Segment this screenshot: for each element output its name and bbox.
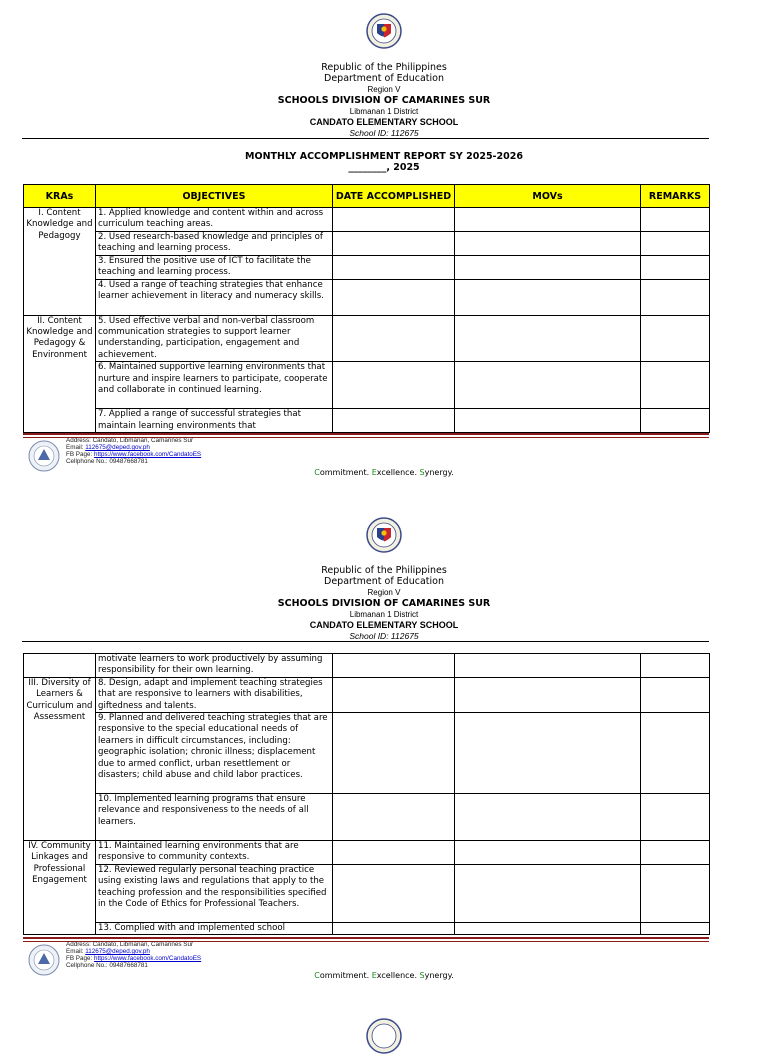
movs-cell[interactable] <box>455 677 641 712</box>
remarks-cell[interactable] <box>641 677 710 712</box>
email-label: Email: <box>66 948 86 955</box>
objective-cell: 6. Maintained supportive learning environments that nurture and inspire learners to participate, cooperate and collaborate in continued learning. <box>96 362 333 409</box>
objective-cell: 4. Used a range of teaching strategies that enhance learner achievement in literacy and numeracy skills. <box>96 279 333 315</box>
date-cell[interactable] <box>333 864 455 922</box>
motto-e: E <box>371 971 377 980</box>
department-line: Department of Education <box>324 576 444 587</box>
district-line: Libmanan 1 District <box>349 610 419 619</box>
motto-synergy: ynergy. <box>424 468 454 477</box>
motto-synergy: ynergy. <box>424 971 454 980</box>
motto-c: C <box>314 971 320 980</box>
motto-commitment: ommitment. <box>319 971 372 980</box>
footer-phone: Cellphone No.: 09487668781 <box>66 458 148 465</box>
footer-divider <box>23 937 709 939</box>
movs-cell[interactable] <box>455 922 641 934</box>
footer-contact <box>66 941 201 969</box>
fb-link[interactable]: https://www.facebook.com/CandatoES <box>94 451 202 458</box>
movs-cell[interactable] <box>455 794 641 841</box>
movs-cell[interactable] <box>455 864 641 922</box>
col-objectives: OBJECTIVES <box>96 185 333 208</box>
motto-s: S <box>419 971 425 980</box>
objective-cell: 11. Maintained learning environments that are responsive to community contexts. <box>96 841 333 865</box>
district-line: Libmanan 1 District <box>349 107 419 116</box>
table-row <box>24 677 710 712</box>
movs-cell[interactable] <box>455 841 641 865</box>
kra-cell: II. Content Knowledge and Pedagogy & Environment <box>24 315 96 432</box>
motto-excellence: xcellence. <box>376 468 420 477</box>
deped-seal-icon <box>366 517 402 553</box>
letterhead <box>0 565 768 642</box>
date-cell[interactable] <box>333 794 455 841</box>
objective-cell: 2. Used research-based knowledge and principles of teaching and learning process. <box>96 232 333 256</box>
motto-commitment: ommitment. <box>319 468 372 477</box>
school-id: School ID: 112675 <box>349 631 419 641</box>
table-row <box>24 794 710 841</box>
remarks-cell[interactable] <box>641 922 710 934</box>
remarks-cell[interactable] <box>641 713 710 794</box>
kra-cell <box>24 654 96 678</box>
date-cell[interactable] <box>333 841 455 865</box>
email-label: Email: <box>66 444 86 451</box>
republic-line: Republic of the Philippines <box>321 565 447 576</box>
region-line: Region V <box>367 588 401 597</box>
footer-address: Address: Candato, Libmanan, Camarines Sur <box>66 437 194 444</box>
accomplishment-table-page2 <box>23 653 710 935</box>
remarks-cell[interactable] <box>641 864 710 922</box>
footer-fb-line <box>66 955 201 962</box>
table-row <box>24 864 710 922</box>
objective-cell: 12. Reviewed regularly personal teaching practice using existing laws and regulations that apply to the teaching profession and the responsibilities specified in the Code of Ethics for Professional Teachers. <box>96 864 333 922</box>
report-month: ________, 2025 <box>348 162 420 173</box>
objective-cell: 10. Implemented learning programs that ensure relevance and responsiveness to the needs of all learners. <box>96 794 333 841</box>
division-line: SCHOOLS DIVISION OF CAMARINES SUR <box>277 598 491 609</box>
kra-cell: I. Content Knowledge and Pedagogy <box>24 208 96 316</box>
objective-cell: 13. Complied with and implemented school <box>96 922 333 934</box>
remarks-cell[interactable] <box>641 841 710 865</box>
division-line: SCHOOLS DIVISION OF CAMARINES SUR <box>277 95 491 106</box>
remarks-cell[interactable] <box>641 654 710 678</box>
col-movs: MOVs <box>455 185 641 208</box>
school-name: CANDATO ELEMENTARY SCHOOL <box>309 117 459 127</box>
motto-excellence: xcellence. <box>376 971 420 980</box>
date-cell[interactable] <box>333 922 455 934</box>
objective-cell: 7. Applied a range of successful strategies that maintain learning environments that <box>96 409 333 433</box>
objective-cell: 8. Design, adapt and implement teaching strategies that are responsive to learners with disabilities, giftedness and talents. <box>96 677 333 712</box>
republic-line: Republic of the Philippines <box>321 62 447 73</box>
header-divider <box>22 641 709 642</box>
footer-address: Address: Candato, Libmanan, Camarines Sur <box>66 941 194 948</box>
kra-cell: IV. Community Linkages and Professional Engagement <box>24 841 96 935</box>
footer-phone: Cellphone No.: 09487668781 <box>66 962 148 969</box>
col-kras: KRAs <box>24 185 96 208</box>
objective-cell: 9. Planned and delivered teaching strategies that are responsive to the special educational needs of learners in difficult circumstances, including: geographic isolation; chronic illness; displacement due to armed conflict, urban resettlement or disasters; child abuse and child labor practices. <box>96 713 333 794</box>
region-line: Region V <box>367 85 401 94</box>
fb-label: FB Page: <box>66 955 95 962</box>
objective-cell: 5. Used effective verbal and non-verbal classroom communication strategies to support learner understanding, participation, engagement and achievement. <box>96 315 333 362</box>
department-line: Department of Education <box>324 73 444 84</box>
col-remarks: REMARKS <box>641 185 710 208</box>
motto-c: C <box>314 468 320 477</box>
email-link[interactable]: 112675@deped.gov.ph <box>85 948 150 955</box>
report-title-text: MONTHLY ACCOMPLISHMENT REPORT SY 2025-2026 <box>245 151 523 162</box>
date-cell[interactable] <box>333 713 455 794</box>
remarks-cell[interactable] <box>641 794 710 841</box>
table-row <box>24 713 710 794</box>
fb-label: FB Page: <box>66 451 95 458</box>
school-name: CANDATO ELEMENTARY SCHOOL <box>309 620 459 630</box>
motto-e: E <box>371 468 377 477</box>
col-date-accomplished: DATE ACCOMPLISHED <box>333 185 455 208</box>
movs-cell[interactable] <box>455 713 641 794</box>
table-row <box>24 654 710 678</box>
date-cell[interactable] <box>333 654 455 678</box>
footer-email-line <box>66 948 201 955</box>
kra-cell: III. Diversity of Learners & Curriculum and Assessment <box>24 677 96 840</box>
fb-link[interactable]: https://www.facebook.com/CandatoES <box>94 955 202 962</box>
motto-s: S <box>419 468 425 477</box>
date-cell[interactable] <box>333 677 455 712</box>
objective-cell: motivate learners to work productively by assuming responsibility for their own learning. <box>96 654 333 678</box>
movs-cell[interactable] <box>455 654 641 678</box>
school-id: School ID: 112675 <box>349 128 419 138</box>
table-row <box>24 841 710 865</box>
motto <box>0 971 768 980</box>
table-row <box>24 922 710 934</box>
deped-seal-icon <box>366 1018 402 1054</box>
email-link[interactable]: 112675@deped.gov.ph <box>85 444 150 451</box>
objective-cell: 1. Applied knowledge and content within and across curriculum teaching areas. <box>96 208 333 232</box>
objective-cell: 3. Ensured the positive use of ICT to facilitate the teaching and learning process. <box>96 255 333 279</box>
